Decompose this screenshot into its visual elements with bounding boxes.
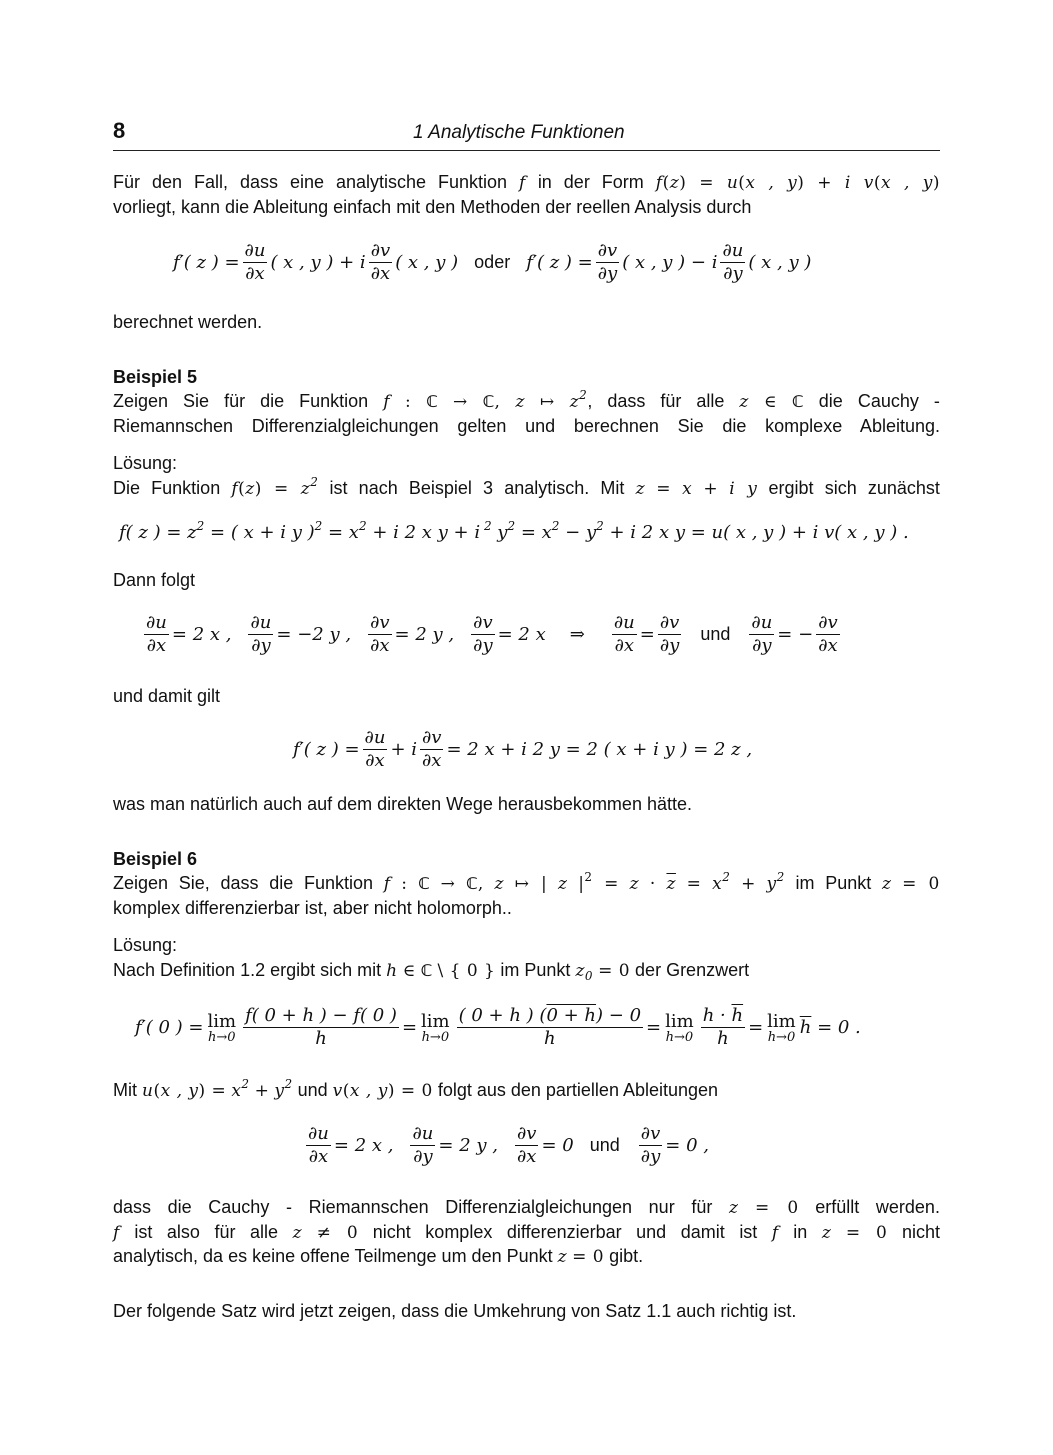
complex-derivative-formula: f′( z ) = $\frac{\partial u}{\partial x}$ + i $\frac{\partial v}{\partial x}$ = 2 x + i 2 y = 2 ( x + i y ) = 2 z , [293, 727, 753, 771]
und-damit-gilt: und damit gilt [113, 686, 221, 706]
example-5-line-1: Zeigen Sie für die Funktion f : ℂ → ℂ, z ↦ $z^2$, dass für alle z ∈ ℂ die Cauchy - [113, 388, 940, 412]
expansion-formula: f( z ) = $z^2$ = ( x + i y )$^2 = x^2 + i$ 2 x y + i $^2$ $y^2 = x^2 - y^2 + i$ 2 x y = u( x , y ) + i v( x , y ) . [119, 519, 909, 543]
page-number: 8 [113, 118, 126, 143]
example-6-line-1: Zeigen Sie, dass die Funktion f : ℂ → ℂ, z ↦ | z $|^2 = z \cdot \overline{z} = x^2 + y^2$ im Punkt z = 0 [113, 870, 940, 894]
derivative-formula: f′( z ) = $\frac{\partial u}{\partial x}$ ( x , y ) + i ∂v ∂x ( x , y ) oder f′( z ) = $\frac{\partial v}{\partial y}$ ( x , y ) − i ∂u ∂y ( x , y ) [173, 240, 812, 284]
example-5-end: was man natürlich auch auf dem direkten Wege herausbekommen hätte. [113, 794, 692, 814]
limit-formula: f′( 0 ) = lim h→0 $\frac{f( 0 + h ) - f( 0 )}{h}$ = lim h→0 $\frac{( 0 + h ) (0 + h) - 0}{h}$ = lim h→0 $\frac{h \cdot \overline{h}}{h}$ = lim h→0 $\overline{h} = 0$ . [135, 1005, 861, 1049]
example-6-loesung: Lösung: [113, 935, 178, 955]
conclusion-line-2: f ist also für alle z ≠ 0 nicht komplex differenzierbar und damit ist f in z = 0 nicht [113, 1222, 940, 1243]
partials-formula: $\frac{\partial u}{\partial x}$ = 2 x , $\frac{\partial u}{\partial y}$ = −2 y , $\frac{\partial v}{\partial x}$ = 2 y , $\frac{\partial v}{\partial y}$ = 2 x ⇒ $\frac{\partial u}{\partial x}$ = $\frac{\partial v}{\partial y}$ und $\frac{\partial u}{\partial y}$ = − $\frac{\partial v}{\partial x}$ [146, 612, 838, 656]
mit-line: Mit u(x , $y) = x^2 + y^2$ und v(x , y) = 0 folgt aus den partiellen Ableitungen [113, 1077, 719, 1101]
intro-end: berechnet werden. [113, 312, 263, 332]
partials-formula-2: $\frac{\partial u}{\partial x}$ = 2 x , $\frac{\partial u}{\partial y}$ = 2 y , $\frac{\partial v}{\partial x}$ = 0 und $\frac{\partial v}{\partial y}$ = 0 , [308, 1123, 709, 1167]
example-6-title: Beispiel 6 [113, 849, 198, 869]
example-5-loesung: Lösung: [113, 453, 178, 473]
conclusion-line-3: analytisch, da es keine offene Teilmenge um den Punkt z = 0 gibt. [113, 1246, 644, 1267]
example-5-line-3: Die Funktion $f(z) = z^2$ ist nach Beispiel 3 analytisch. Mit z = x + i y ergibt sich zunächst [113, 475, 940, 499]
example-6-line-2: komplex differenzierbar ist, aber nicht holomorph.. [113, 898, 512, 918]
chapter-title: 1 Analytische Funktionen [413, 122, 625, 143]
example-6-line-3: Nach Definition 1.2 ergibt sich mit h ∈ ℂ \ { 0 } im Punkt $z_0 = 0$ der Grenzwert [113, 960, 750, 983]
final-sentence: Der folgende Satz wird jetzt zeigen, dass die Umkehrung von Satz 1.1 auch richtig ist. [113, 1301, 797, 1321]
example-5-line-2: Riemannschen Differenzialgleichungen gelten und berechnen Sie die komplexe Ableitung. [113, 416, 940, 436]
example-5-title: Beispiel 5 [113, 367, 198, 387]
intro-line-2: vorliegt, kann die Ableitung einfach mit den Methoden der reellen Analysis durch [113, 197, 752, 217]
page-header [113, 118, 940, 151]
conclusion-line-1: dass die Cauchy - Riemannschen Differenzialgleichungen nur für z = 0 erfüllt werden. [113, 1197, 940, 1218]
dann-folgt: Dann folgt [113, 570, 196, 590]
intro-line-1: Für den Fall, dass eine analytische Funktion f in der Form f(z) = u(x , y) + i v(x , y) [113, 172, 940, 193]
